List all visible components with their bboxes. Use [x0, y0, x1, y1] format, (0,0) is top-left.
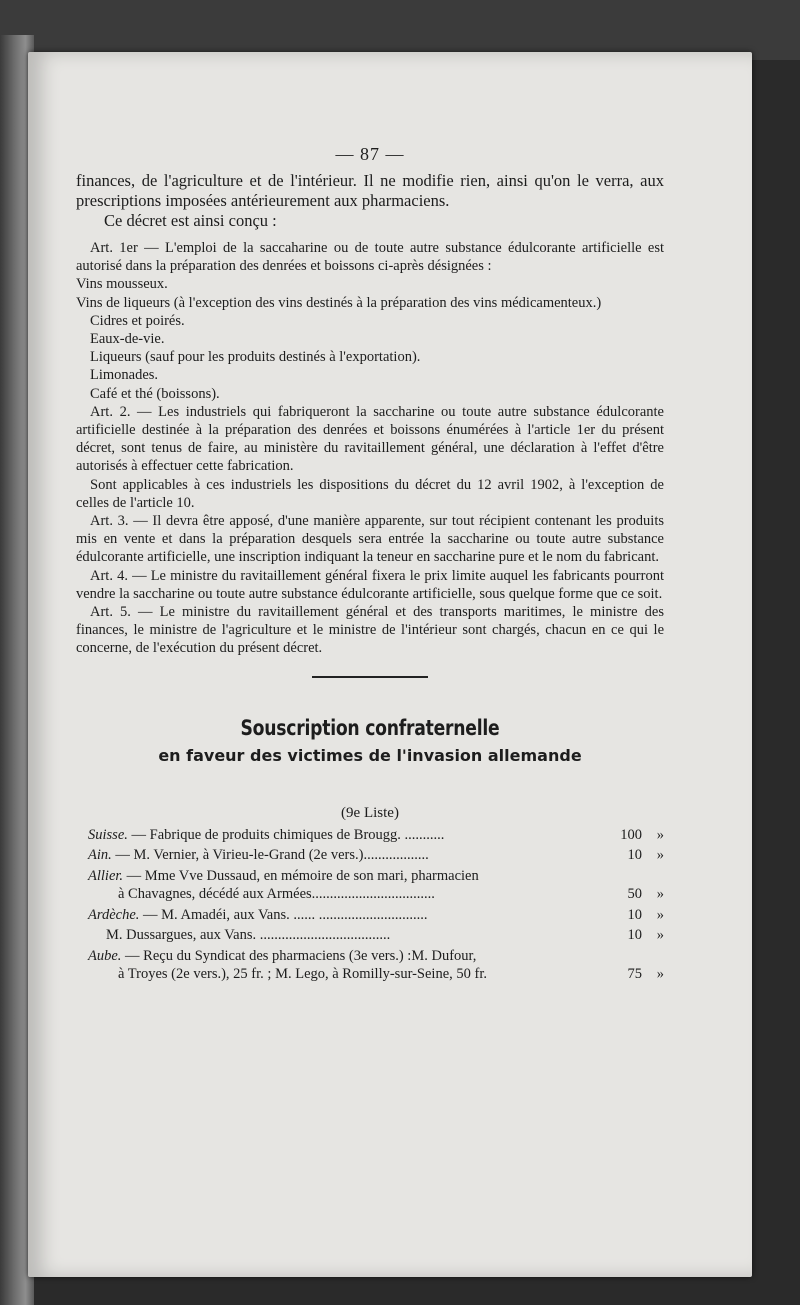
- entry-text-continued: à Chavagnes, décédé aux Armées..................................: [118, 886, 435, 903]
- entry-text-continued: à Troyes (2e vers.), 25 fr. ; M. Lego, à Romilly-sur-Seine, 50 fr.: [118, 966, 488, 983]
- article-5: Art. 5. — Le ministre du ravitaillement général et des transports maritimes, le ministre des finances, le ministre de l'agriculture et le ministre de l'intérieur sont chargés, chacun en ce qui le concerne, de l'exécution du présent décret.: [76, 604, 664, 657]
- list-item: [76, 846, 664, 865]
- region-name: Suisse.: [88, 826, 128, 843]
- list-item: Eaux-de-vie.: [90, 331, 165, 348]
- section-title: Souscription confraternelle: [240, 715, 500, 740]
- amount: 10: [627, 847, 642, 864]
- list-item: [76, 906, 664, 925]
- amount: 10: [627, 906, 642, 923]
- intro-decree-lead: Ce décret est ainsi conçu :: [104, 211, 277, 230]
- amount: 50: [627, 886, 642, 903]
- subscription-list: [76, 826, 664, 984]
- currency-mark: »: [656, 886, 664, 903]
- list-number: (9e Liste): [341, 804, 399, 821]
- amount: 75: [627, 966, 642, 983]
- list-item: [76, 826, 664, 845]
- article-1: Art. 1er — L'emploi de la saccaharine ou de toute autre substance édulcorante artificielle est autorisé dans la préparation des denrées et boissons ci-après désignées :: [76, 240, 664, 275]
- list-item: [76, 867, 664, 904]
- document-page: [28, 52, 752, 1277]
- article-2-continued: Sont applicables à ces industriels les dispositions du décret du 12 avril 1902, à l'exception de celles de l'article 10.: [76, 476, 664, 511]
- entry-text: — Fabrique de produits chimiques de Brougg. ...........: [127, 826, 445, 843]
- entry-text: — Mme Vve Dussaud, en mémoire de son mari, pharmacien: [123, 867, 479, 884]
- currency-mark: »: [656, 847, 664, 864]
- list-item: [76, 926, 664, 945]
- article-2: Art. 2. — Les industriels qui fabriqueront la saccharine ou toute autre substance édulcorante artificielle destinée à la préparation des denrées et boissons énumérées à l'article 1er du présent décret, sont tenus de faire, au ministère du ravitaillement général, une déclaration à l'effet d'être autorisés à effectuer cette fabrication.: [76, 403, 664, 475]
- page-number: — 87 —: [335, 144, 405, 164]
- scan-background: [0, 0, 800, 60]
- section-subtitle: en faveur des victimes de l'invasion allemande: [158, 745, 582, 765]
- region-name: Ardèche.: [88, 906, 140, 923]
- page-content: [76, 144, 664, 984]
- article-4: Art. 4. — Le ministre du ravitaillement général fixera le prix limite auquel les fabricants pourront vendre la saccharine ou toute autre substance édulcorante artificielle, sous quelque forme que ce soit.: [76, 567, 664, 602]
- region-name: Ain.: [88, 847, 112, 864]
- currency-mark: »: [656, 826, 664, 843]
- list-item: Limonades.: [90, 367, 159, 384]
- entry-text: — Reçu du Syndicat des pharmaciens (3e vers.) :M. Dufour,: [121, 947, 477, 964]
- section-divider: [312, 676, 428, 678]
- list-item: [76, 947, 664, 984]
- intro-paragraph: [76, 171, 664, 231]
- entry-text: — M. Vernier, à Virieu-le-Grand (2e vers.)..................: [111, 847, 429, 864]
- amount: 10: [627, 927, 642, 944]
- intro-text: finances, de l'agriculture et de l'intérieur. Il ne modifie rien, ainsi qu'on le verra, aux prescriptions imposées antérieurement aux pharmaciens.: [76, 171, 664, 210]
- list-item: Café et thé (boissons).: [90, 385, 220, 402]
- currency-mark: »: [656, 906, 664, 923]
- entry-text: M. Dussargues, aux Vans. ....................................: [106, 927, 391, 944]
- entry-text: — M. Amadéi, aux Vans. ...... ..............................: [139, 906, 428, 923]
- list-item: Cidres et poirés.: [90, 312, 185, 329]
- list-item: Vins de liqueurs (à l'exception des vins destinés à la préparation des vins médicamenteux.): [76, 294, 602, 311]
- list-item: Liqueurs (sauf pour les produits destinés à l'exportation).: [90, 349, 421, 366]
- currency-mark: »: [656, 966, 664, 983]
- currency-mark: »: [656, 927, 664, 944]
- decree-articles: [76, 239, 664, 658]
- list-item: Vins mousseux.: [76, 276, 168, 293]
- article-3: Art. 3. — Il devra être apposé, d'une manière apparente, sur tout récipient contenant les produits mis en vente et dans la préparation desquels sera entrée la saccharine ou toute autre substance édulcorante artificielle, une inscription indiquant la teneur en saccharine pure et le nom du fabricant.: [76, 513, 664, 566]
- amount: 100: [620, 826, 642, 843]
- region-name: Aube.: [88, 947, 122, 964]
- region-name: Allier.: [88, 867, 124, 884]
